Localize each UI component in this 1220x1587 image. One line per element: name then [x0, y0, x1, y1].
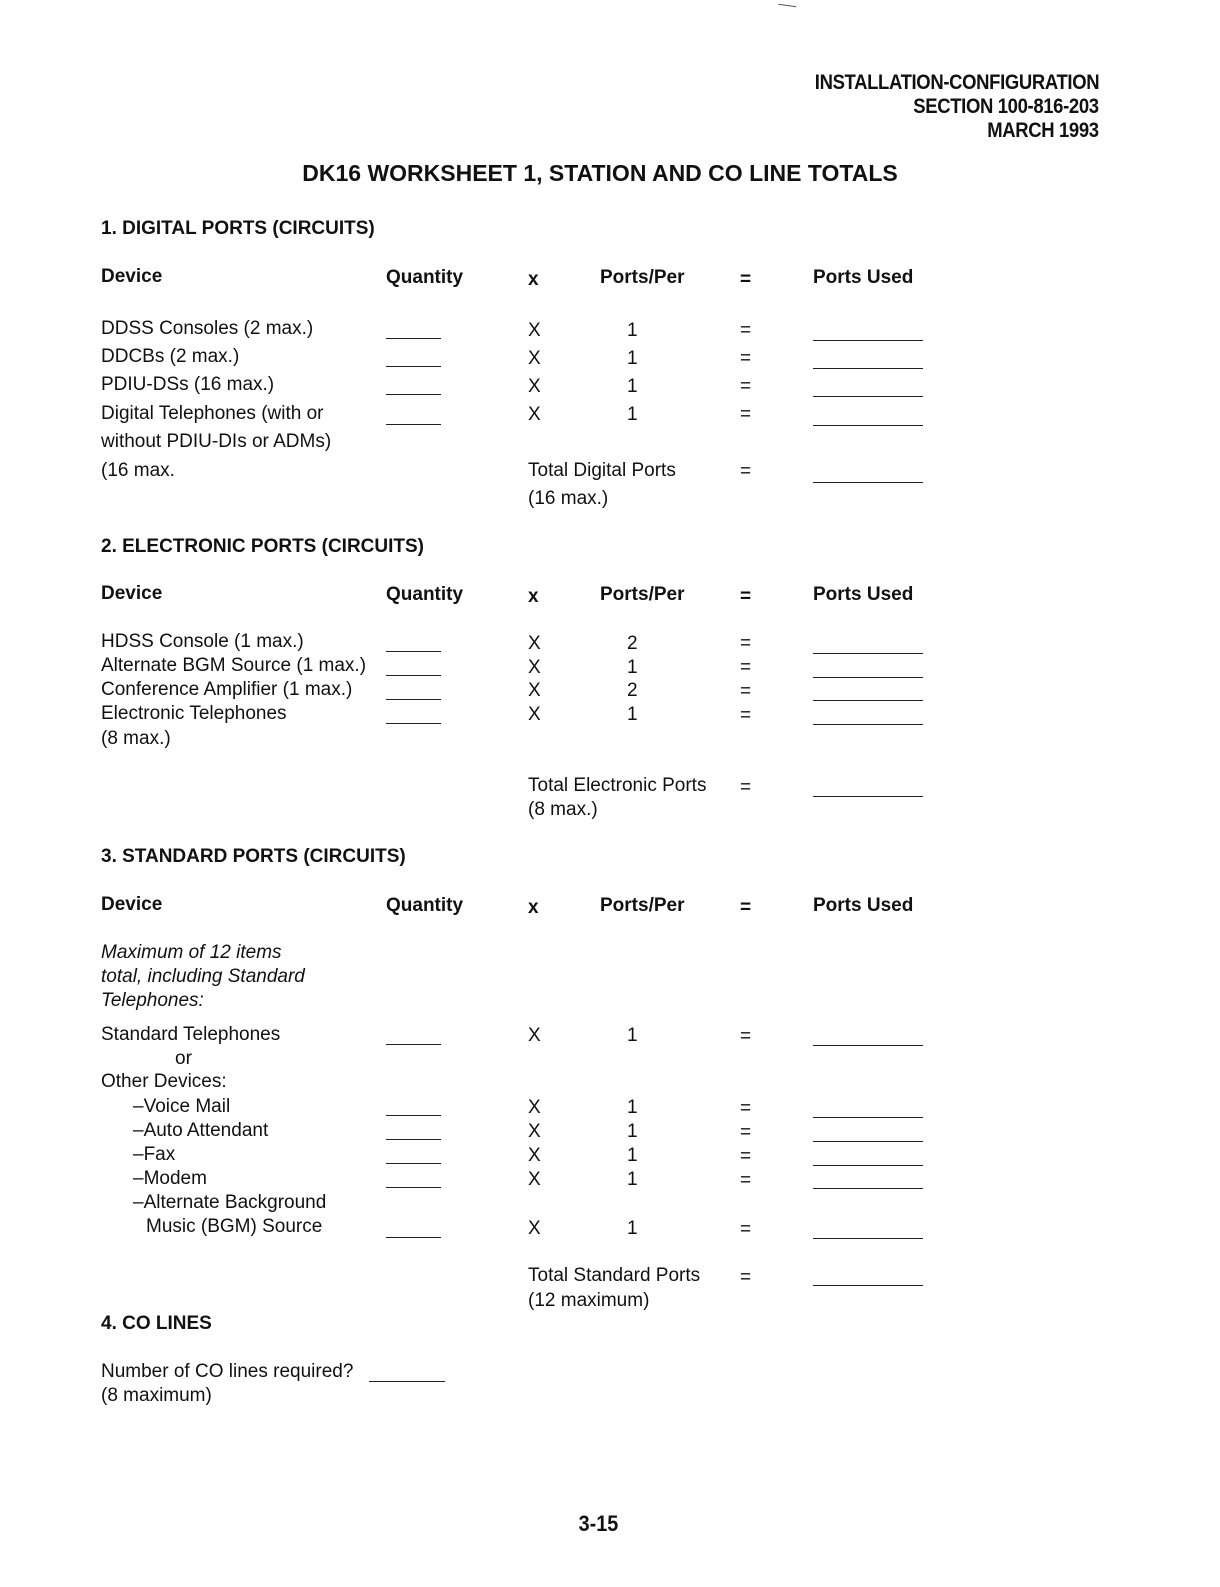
- device-label: Electronic Telephones: [101, 703, 287, 724]
- col-x: x: [528, 586, 539, 607]
- total-standard-label: Total Standard Ports: [528, 1265, 701, 1286]
- device-label: –Alternate Background: [133, 1192, 327, 1213]
- col-quantity: Quantity: [386, 895, 464, 916]
- quantity-blank[interactable]: [386, 1187, 441, 1188]
- device-label: HDSS Console (1 max.): [101, 631, 304, 652]
- page-title: DK16 WORKSHEET 1, STATION AND CO LINE TOTALS: [302, 160, 898, 186]
- ports-per-value: 1: [627, 320, 638, 341]
- col-quantity: Quantity: [386, 267, 464, 288]
- device-label: –Auto Attendant: [133, 1120, 269, 1141]
- section-3-note: Maximum of 12 items: [101, 942, 282, 963]
- ports-used-blank[interactable]: [813, 1165, 923, 1166]
- equals-sign: =: [740, 633, 752, 654]
- total-digital-label: Total Digital Ports: [528, 460, 676, 481]
- ports-used-blank[interactable]: [813, 653, 923, 654]
- equals-sign: =: [740, 1267, 752, 1288]
- equals-sign: =: [740, 1219, 752, 1240]
- ports-used-blank[interactable]: [813, 396, 923, 397]
- device-label: Digital Telephones (with or: [101, 403, 324, 424]
- device-label-continued: Music (BGM) Source: [146, 1216, 323, 1237]
- header-line-3: MARCH 1993: [987, 119, 1099, 142]
- times-sign: X: [528, 1218, 541, 1239]
- header-line-2: SECTION 100-816-203: [913, 95, 1099, 118]
- ports-used-blank[interactable]: [813, 340, 923, 341]
- times-sign: X: [528, 1145, 541, 1166]
- section-4-title: 4. CO LINES: [101, 1313, 212, 1334]
- col-ports-used: Ports Used: [813, 267, 914, 288]
- col-eq: =: [740, 586, 752, 607]
- quantity-blank[interactable]: [386, 699, 441, 700]
- col-device: Device: [101, 583, 163, 604]
- equals-sign: =: [740, 320, 752, 341]
- device-label: –Voice Mail: [133, 1096, 231, 1117]
- device-label: Standard Telephones: [101, 1024, 281, 1045]
- total-digital-sub: (16 max.): [528, 488, 609, 509]
- col-x: x: [528, 269, 539, 290]
- ports-per-value: 1: [627, 1121, 638, 1142]
- times-sign: X: [528, 404, 541, 425]
- equals-sign: =: [740, 1026, 752, 1047]
- times-sign: X: [528, 1025, 541, 1046]
- header-line-1: INSTALLATION-CONFIGURATION: [814, 71, 1099, 94]
- or-label: or: [175, 1048, 192, 1069]
- equals-sign: =: [740, 1146, 752, 1167]
- ports-used-blank[interactable]: [813, 368, 923, 369]
- col-device: Device: [101, 266, 163, 287]
- ports-used-blank[interactable]: [813, 700, 923, 701]
- section-3-title: 3. STANDARD PORTS (CIRCUITS): [101, 846, 406, 867]
- equals-sign: =: [740, 348, 752, 369]
- equals-sign: =: [740, 461, 752, 482]
- ports-per-value: 1: [627, 1145, 638, 1166]
- section-1-title: 1. DIGITAL PORTS (CIRCUITS): [101, 218, 375, 239]
- times-sign: X: [528, 680, 541, 701]
- device-label: DDCBs (2 max.): [101, 346, 240, 367]
- device-label: Alternate BGM Source (1 max.): [101, 655, 367, 676]
- col-device: Device: [101, 894, 163, 915]
- col-ports-per: Ports/Per: [600, 584, 685, 605]
- times-sign: X: [528, 1169, 541, 1190]
- section-2-title: 2. ELECTRONIC PORTS (CIRCUITS): [101, 536, 425, 557]
- col-eq: =: [740, 897, 752, 918]
- ports-used-blank[interactable]: [813, 1238, 923, 1239]
- times-sign: X: [528, 320, 541, 341]
- total-standard-blank[interactable]: [813, 1285, 923, 1286]
- quantity-blank[interactable]: [386, 723, 441, 724]
- times-sign: X: [528, 376, 541, 397]
- ports-used-blank[interactable]: [813, 724, 923, 725]
- times-sign: X: [528, 657, 541, 678]
- quantity-blank[interactable]: [386, 675, 441, 676]
- scan-mark: [778, 4, 797, 11]
- total-electronic-label: Total Electronic Ports: [528, 775, 707, 796]
- ports-used-blank[interactable]: [813, 425, 923, 426]
- ports-per-value: 1: [627, 404, 638, 425]
- equals-sign: =: [740, 404, 752, 425]
- other-devices-label: Other Devices:: [101, 1071, 227, 1092]
- equals-sign: =: [740, 657, 752, 678]
- ports-per-value: 1: [627, 657, 638, 678]
- quantity-blank[interactable]: [386, 1237, 441, 1238]
- device-label-continued: without PDIU-DIs or ADMs): [101, 431, 332, 452]
- device-label-continued: (8 max.): [101, 728, 171, 749]
- co-lines-question: Number of CO lines required?: [101, 1361, 354, 1382]
- quantity-blank[interactable]: [386, 1044, 441, 1045]
- equals-sign: =: [740, 705, 752, 726]
- times-sign: X: [528, 348, 541, 369]
- col-quantity: Quantity: [386, 584, 464, 605]
- quantity-blank[interactable]: [386, 651, 441, 652]
- total-standard-sub: (12 maximum): [528, 1290, 650, 1311]
- co-lines-sub: (8 maximum): [101, 1385, 212, 1406]
- quantity-blank[interactable]: [386, 1163, 441, 1164]
- page-number: 3-15: [578, 1511, 619, 1536]
- ports-per-value: 1: [627, 1218, 638, 1239]
- total-electronic-sub: (8 max.): [528, 799, 598, 820]
- device-label: Conference Amplifier (1 max.): [101, 679, 353, 700]
- ports-used-blank[interactable]: [813, 1188, 923, 1189]
- quantity-blank[interactable]: [386, 366, 441, 367]
- col-ports-used: Ports Used: [813, 584, 914, 605]
- quantity-blank[interactable]: [386, 394, 441, 395]
- ports-used-blank[interactable]: [813, 1141, 923, 1142]
- device-label: –Fax: [133, 1144, 176, 1165]
- times-sign: X: [528, 704, 541, 725]
- quantity-blank[interactable]: [386, 1139, 441, 1140]
- co-lines-blank[interactable]: [369, 1381, 445, 1382]
- section-3-note: total, including Standard: [101, 966, 305, 987]
- col-ports-per: Ports/Per: [600, 267, 685, 288]
- ports-used-blank[interactable]: [813, 677, 923, 678]
- equals-sign: =: [740, 681, 752, 702]
- ports-per-value: 1: [627, 1025, 638, 1046]
- quantity-blank[interactable]: [386, 338, 441, 339]
- quantity-blank[interactable]: [386, 424, 441, 425]
- device-label-continued: (16 max.: [101, 460, 175, 481]
- times-sign: X: [528, 1121, 541, 1142]
- ports-per-value: 2: [627, 680, 638, 701]
- ports-per-value: 1: [627, 348, 638, 369]
- equals-sign: =: [740, 376, 752, 397]
- equals-sign: =: [740, 1122, 752, 1143]
- ports-per-value: 1: [627, 376, 638, 397]
- equals-sign: =: [740, 777, 752, 798]
- col-eq: =: [740, 269, 752, 290]
- col-ports-used: Ports Used: [813, 895, 914, 916]
- device-label: –Modem: [133, 1168, 207, 1189]
- section-3-note: Telephones:: [101, 990, 204, 1011]
- ports-per-value: 1: [627, 1097, 638, 1118]
- equals-sign: =: [740, 1098, 752, 1119]
- ports-per-value: 2: [627, 633, 638, 654]
- total-electronic-blank[interactable]: [813, 796, 923, 797]
- col-x: x: [528, 897, 539, 918]
- col-ports-per: Ports/Per: [600, 895, 685, 916]
- equals-sign: =: [740, 1170, 752, 1191]
- total-digital-blank[interactable]: [813, 482, 923, 483]
- ports-used-blank[interactable]: [813, 1045, 923, 1046]
- times-sign: X: [528, 1097, 541, 1118]
- ports-per-value: 1: [627, 1169, 638, 1190]
- device-label: DDSS Consoles (2 max.): [101, 318, 314, 339]
- device-label: PDIU-DSs (16 max.): [101, 374, 275, 395]
- ports-used-blank[interactable]: [813, 1117, 923, 1118]
- times-sign: X: [528, 633, 541, 654]
- quantity-blank[interactable]: [386, 1115, 441, 1116]
- ports-per-value: 1: [627, 704, 638, 725]
